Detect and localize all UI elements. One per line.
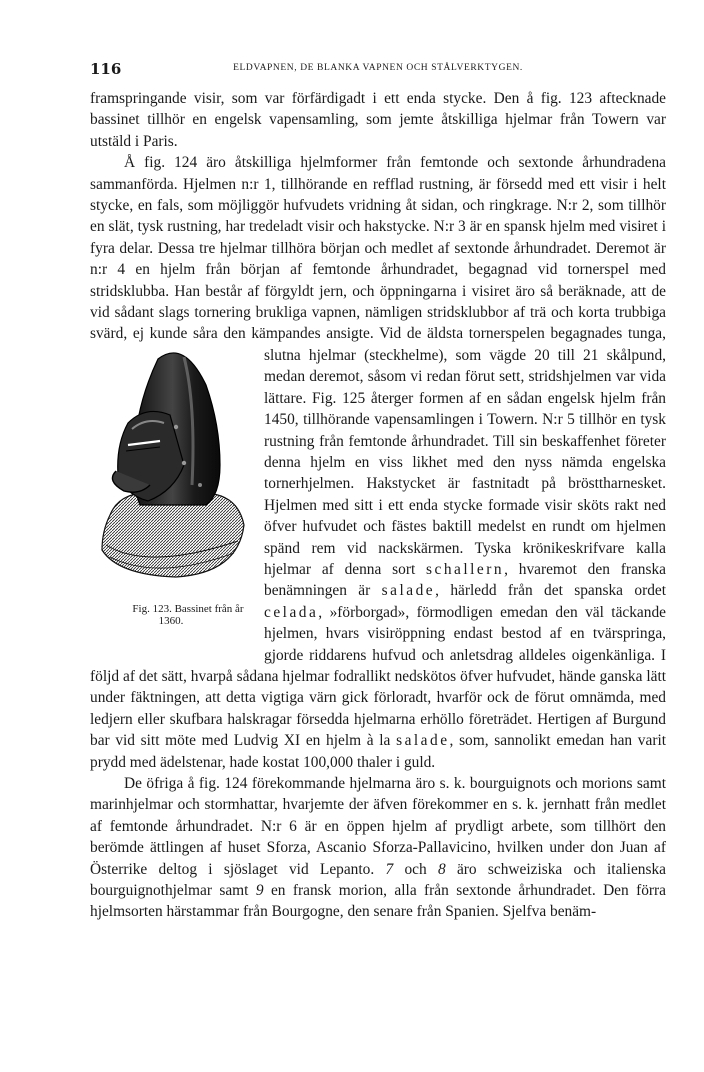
paragraph-1: framspringande visir, som var förfärdigadt i ett enda stycke. Den å fig. 123 aftecknade bassinet tillhör en engelsk vapensamling, som jemte åtskilliga hjelmar från Towern var utstäld i Paris. bbox=[90, 90, 666, 150]
figure-number-7: 7 bbox=[385, 860, 394, 878]
term-salade-2: salade bbox=[396, 732, 450, 750]
page-number: 116 bbox=[90, 60, 122, 78]
paragraph-2-text: Å fig. 124 äro åtskilliga hjelmformer från femtonde och sextonde århundradena sammanförda. Hjelmen n:r 1, tillhörande en refflad rustning, är försedd med ett visir i helt stycke, en fals, som möjliggör hufvudets vridning åt sidan, och ringkrage. N:r 2, som tillhör en slät, tysk rustning, har tredeladt visir och hakstycke. N:r 3 är en spansk hjelm med visiret i fyra delar. Dessa tre hjelmar tillhöra början och medlet af sextonde århundradet. Deremot är n:r 4 en hjelm från början af femtonde århundradet, begagnad vid tornerspel med stridsklubba. Han består af förgyldt jern, och öppningarna i visiret äro så beräknade, att de vid sådant slags tornering brukliga vapnen, nämligen stridsklubbor af trä och korta trubbiga svärd, ej kunde såra den kämpandes ansigte. Vid de äldsta tornerspelen begagnades tunga, slutna hjelmar (steckhelme), bbox=[90, 154, 666, 364]
paragraph-3: De öfriga å fig. 124 förekommande hjelmarna äro s. k. bourguignots och morions samt marinhjelmar och stormhattar, hvarjemte der äfven förekommer en s. k. jernhatt från medlet af femtonde århundradet. N:r 6 är en öppen hjelm af prydligt arbete, som tillhört den berömde ättlingen af huset Sforza, Ascanio Sforza-Pallavicino, hvilken under don Juan af Österrike deltog i sjöslaget vid Lepanto. 7 och 8 äro schweiziska och italienska bourguignothjelmar samt 9 en fransk morion, alla från sextonde århundradet. Den förra hjelmsorten härstammar från Bourgogne, den senare från Spanien. Sjelfva benäm- bbox=[90, 775, 667, 921]
term-celada: celada bbox=[264, 603, 319, 621]
figure-number-8: 8 bbox=[437, 860, 446, 878]
figure-123 bbox=[88, 345, 254, 645]
figure-caption: Fig. 123. Bassinet från år 1360. bbox=[132, 602, 244, 627]
paragraph-2 bbox=[90, 152, 666, 773]
bassinet-illustration bbox=[88, 345, 254, 595]
figure-number-9: 9 bbox=[255, 882, 264, 900]
running-title: ELDVAPNEN, DE BLANKA VAPNEN OCH STÅLVERKTYGEN. bbox=[233, 63, 523, 73]
body-text bbox=[90, 88, 666, 923]
paragraph-2-continued: som vägde 20 till 21 skålpund, medan deremot, såsom vi redan förut sett, stridshjelmen var vida lättare. Fig. 125 återger formen af en sådan engelsk hjelm från 1450, tillhörande vapensamlingen i Towern. N:r 5 tillhör en tysk rustning från femtonde århundradet. Till sin beskaffenhet företer denna hjelm en viss likhet med den nyss nämda engelska tornerhjelmen. Hakstycket är fastnitadt på brösttharnesket. Hjelmen med sitt i ett enda stycke formade visir sköts rakt ned öfver hufvudet och fästes baktill medelst en rundt om hjelmen spänd rem vid nackskärmen. Tyska krönikeskrifvare kalla hjelmar af denna sort schallern, hvaremot den franska benämningen är salade, härledd från det spanska ordet celada, »förborgad», förmodligen emedan den väl täckande hjelmen, hvars visiröppning endast bestod af en tvärspringa, gjorde riddarens hufvud och anletsdrag alldeles oigenkänliga. I följd af det sätt, hvarpå sådana hjelmar fodrallikt nedskötos öfver hufvudet, hände ganska lätt under fäktningen, att detta vigtiga värn gick förloradt, hvarför ock de förut omnämda, med ledjern eller skufbara halskragar försedda hjelmarna erhöllo företrädet. Hertigen af Burgund bar vid sitt möte med Ludvig XI en hjelm à la salade, som, sannolikt emedan han varit prydd med ädelstenar, hade kostat 100,000 thaler i guld. bbox=[90, 346, 666, 771]
page-header bbox=[90, 60, 666, 80]
term-salade: salade bbox=[381, 582, 436, 600]
term-schallern: schallern bbox=[426, 560, 505, 578]
